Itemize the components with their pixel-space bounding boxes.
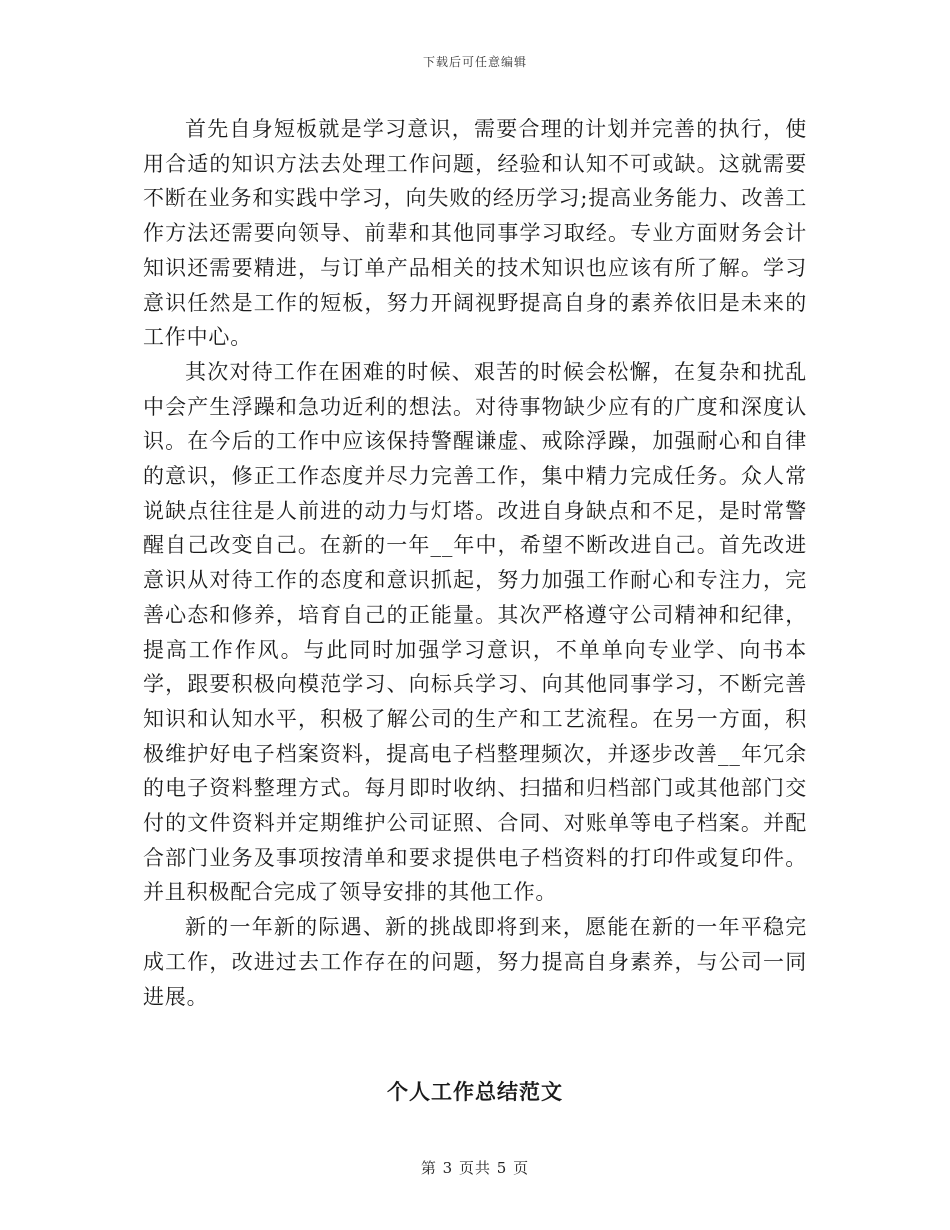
- paragraph-3: 新的一年新的际遇、新的挑战即将到来，愿能在新的一年平稳完成工作，改进过去工作存在的问题，努力提高自身素养，与公司一同进展。: [143, 915, 807, 1009]
- header-note: 下载后可任意编辑: [422, 55, 527, 69]
- document-body: [143, 112, 807, 1014]
- section-title: 个人工作总结范文: [387, 1079, 563, 1104]
- page-number: 第 3 页共 5 页: [420, 1159, 530, 1177]
- paragraph-2: 其次对待工作在困难的时候、艰苦的时候会松懈，在复杂和扰乱中会产生浮躁和急功近利的想法。对待事物缺少应有的广度和深度认识。在今后的工作中应该保持警醒谦虚、戒除浮躁，加强耐心和自律的意识，修正工作态度并尽力完善工作，集中精力完成任务。众人常说缺点往往是人前进的动力与灯塔。改进自身缺点和不足，是时常警醒自己改变自己。在新的一年__年中，希望不断改进自己。首先改进意识从对待工作的态度和意识抓起，努力加强工作耐心和专注力，完善心态和修养，培育自己的正能量。其次严格遵守公司精神和纪律，提高工作作风。与此同时加强学习意识，不单单向专业学、向书本学，跟要积极向模范学习、向标兵学习、向其他同事学习，不断完善知识和认知水平，积极了解公司的生产和工艺流程。在另一方面，积极维护好电子档案资料，提高电子档整理频次，并逐步改善__年冗余的电子资料整理方式。每月即时收纳、扫描和归档部门或其他部门交付的文件资料并定期维护公司证照、合同、对账单等电子档案。并配合部门业务及事项按清单和要求提供电子档资料的打印件或复印件。并且积极配合完成了领导安排的其他工作。: [143, 359, 807, 905]
- paragraph-1: 首先自身短板就是学习意识，需要合理的计划并完善的执行，使用合适的知识方法去处理工作问题，经验和认知不可或缺。这就需要不断在业务和实践中学习，向失败的经历学习;提高业务能力、改善工作方法还需要向领导、前辈和其他同事学习取经。专业方面财务会计知识还需要精进，与订单产品相关的技术知识也应该有所了解。学习意识任然是工作的短板，努力开阔视野提高自身的素养依旧是未来的工作中心。: [143, 117, 807, 350]
